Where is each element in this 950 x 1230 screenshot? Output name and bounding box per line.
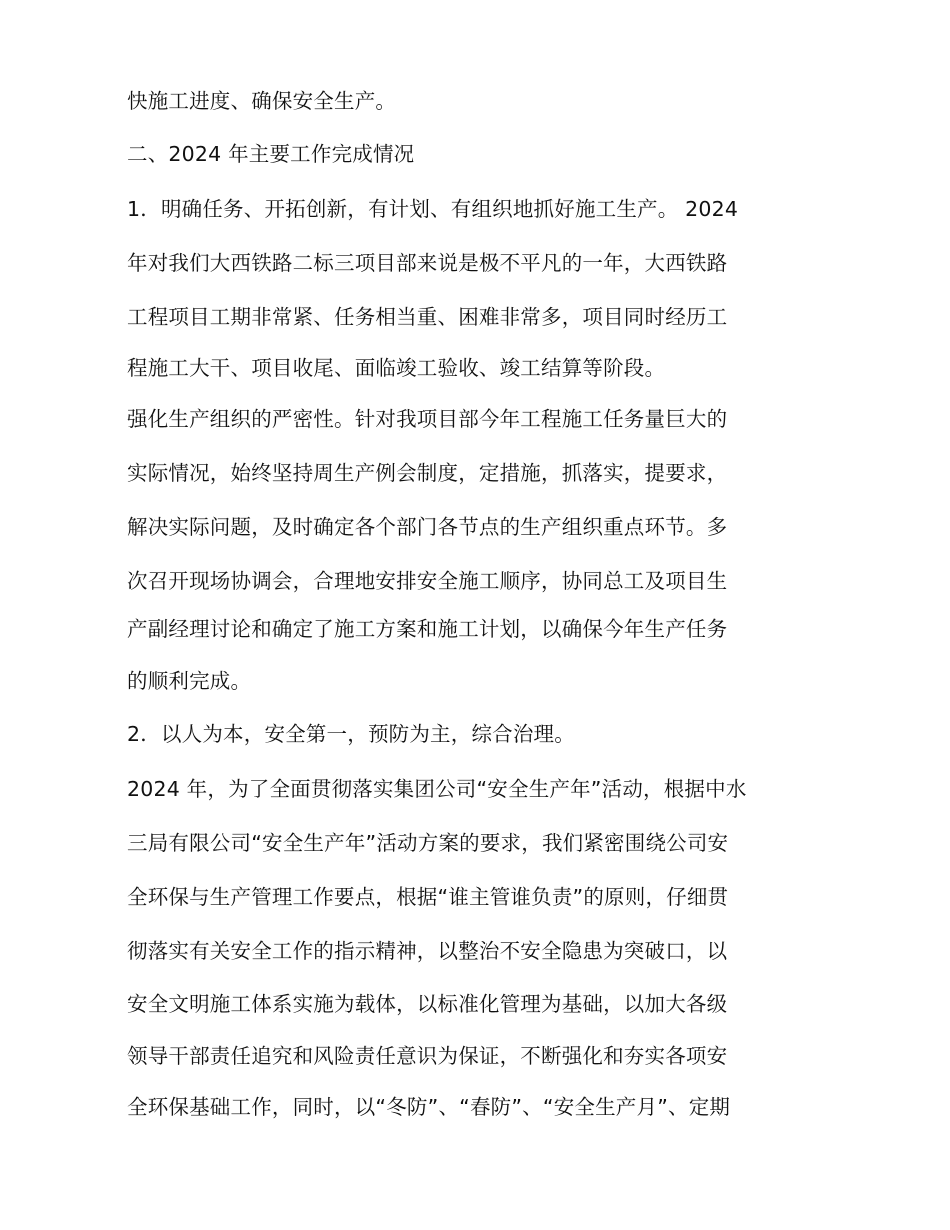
text-line: 工程项目工期非常紧、任务相当重、困难非常多，项目同时经历工	[127, 305, 728, 329]
section-heading: 二、2024 年主要工作完成情况	[127, 142, 415, 166]
text-line: 产副经理讨论和确定了施工方案和施工计划，以确保今年生产任务	[127, 617, 728, 641]
text-line: 2．以人为本，安全第一，预防为主，综合治理。	[127, 722, 575, 746]
text-line: 快施工进度、确保安全生产。	[127, 89, 397, 113]
text-line: 次召开现场协调会，合理地安排安全施工顺序，协同总工及项目生	[127, 569, 728, 593]
text-line: 三局有限公司“安全生产年”活动方案的要求，我们紧密围绕公司安	[127, 831, 729, 855]
text-line: 领导干部责任追究和风险责任意识为保证，不断强化和夯实各项安	[127, 1044, 728, 1068]
text-line: 彻落实有关安全工作的指示精神，以整治不安全隐患为突破口，以	[127, 939, 728, 963]
text-line: 年对我们大西铁路二标三项目部来说是极不平凡的一年，大西铁路	[127, 251, 728, 275]
text-line: 实际情况，始终坚持周生产例会制度，定措施，抓落实，提要求，	[127, 461, 728, 485]
text-line: 解决实际问题，及时确定各个部门各节点的生产组织重点环节。多	[127, 515, 728, 539]
text-line: 程施工大干、项目收尾、面临竣工验收、竣工结算等阶段。	[127, 356, 666, 380]
text-line: 1．明确任务、开拓创新，有计划、有组织地抓好施工生产。 2024	[127, 197, 739, 221]
text-line: 的顺利完成。	[127, 669, 252, 693]
text-line: 2024 年，为了全面贯彻落实集团公司“安全生产年”活动，根据中水	[127, 777, 747, 801]
text-line: 全环保基础工作，同时，以“冬防”、“春防”、“安全生产月”、定期	[127, 1095, 731, 1119]
text-line: 安全文明施工体系实施为载体，以标准化管理为基础，以加大各级	[127, 992, 728, 1016]
text-line: 强化生产组织的严密性。针对我项目部今年工程施工任务量巨大的	[127, 407, 728, 431]
text-line: 全环保与生产管理工作要点，根据“谁主管谁负责”的原则，仔细贯	[127, 885, 729, 909]
